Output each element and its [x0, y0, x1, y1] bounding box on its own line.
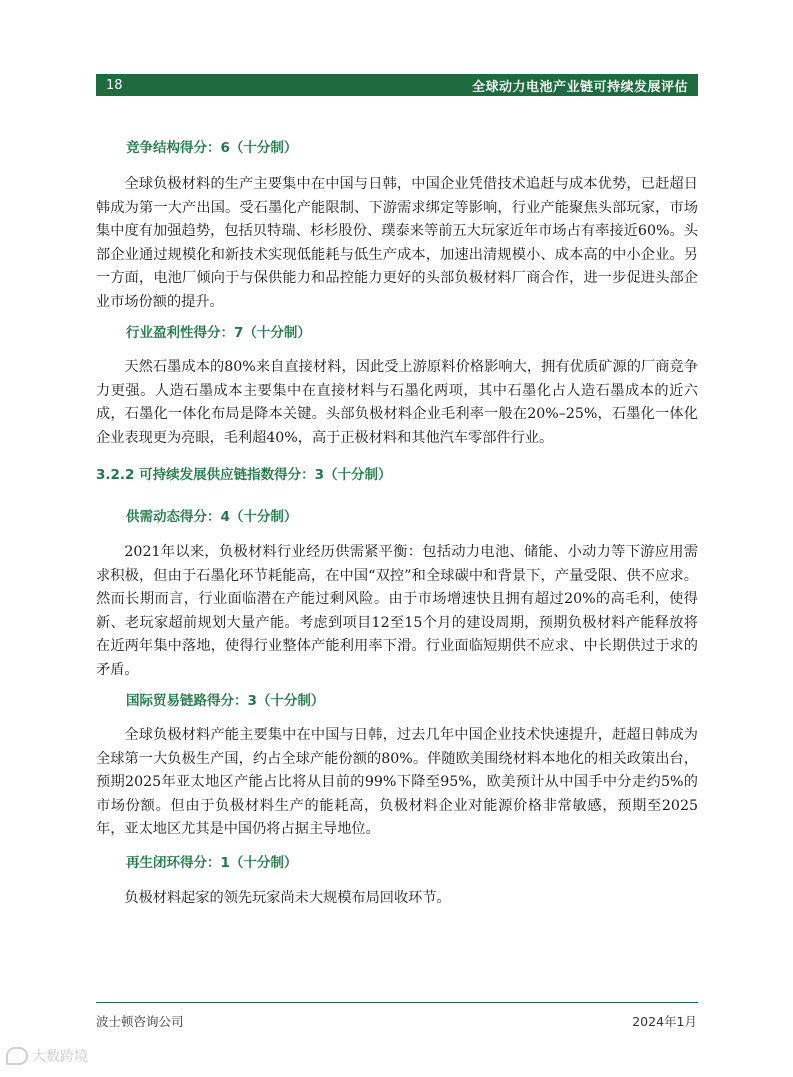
subsection-heading-supply-chain-index: 3.2.2 可持续发展供应链指数得分：3（十分制）	[96, 467, 392, 483]
paragraph-profitability: 天然石墨成本的80%来自直接材料，因此受上游原料价格影响大，拥有优质矿源的厂商竞争力更强。人造石墨成本主要集中在直接材料与石墨化两项，其中石墨化占人造石墨成本的近六成，石墨化一体化布局是降本关键。头部负极材料企业毛利率一般在20%–25%，石墨化一体化企业表现更为亮眼，毛利超40%，高于正极材料和其他汽车零部件行业。	[96, 359, 698, 446]
section-heading-recycling: 再生闭环得分：1（十分制）	[126, 855, 298, 871]
paragraph-competition: 全球负极材料的生产主要集中在中国与日韩，中国企业凭借技术追赶与成本优势，已赶超日韩成为第一大产出国。受石墨化产能限制、下游需求绑定等影响，行业产能聚焦头部玩家，市场集中度有加强趋势，包括贝特瑞、杉杉股份、璞泰来等前五大玩家近年市场占有率接近60%。头部企业通过规模化和新技术实现低能耗与低生产成本，加速出清规模小、成本高的中小企业。另一方面，电池厂倾向于与保供能力和品控能力更好的头部负极材料厂商合作，进一步促进头部企业市场份额的提升。	[96, 176, 698, 310]
section-heading-trade-routes: 国际贸易链路得分：3（十分制）	[126, 693, 325, 709]
paragraph-supply-demand: 2021年以来，负极材料行业经历供需紧平衡：包括动力电池、储能、小动力等下游应用需求积极，但由于石墨化环节耗能高，在中国“双控”和全球碳中和背景下，产量受限、供不应求。然而长期而言，行业面临潜在产能过剩风险。由于市场增速快且拥有超过20%的高毛利，使得新、老玩家超前规划大量产能。考虑到项目12至15个月的建设周期，预期负极材料产能释放将在近两年集中落地，使得行业整体产能利用率下滑。行业面临短期供不应求、中长期供过于求的矛盾。	[96, 544, 698, 678]
page-number: 18	[106, 77, 123, 93]
footer-publisher: 波士顿咨询公司	[96, 1014, 184, 1029]
watermark-text: 大数跨境	[32, 1049, 88, 1065]
footer-date: 2024年1月	[632, 1014, 697, 1029]
watermark	[6, 1046, 88, 1066]
paragraph-recycling: 负极材料起家的领先玩家尚未大规模布局回收环节。	[124, 890, 451, 906]
section-heading-profitability: 行业盈利性得分：7（十分制）	[126, 325, 311, 341]
running-header	[96, 74, 698, 96]
running-title: 全球动力电池产业链可持续发展评估	[471, 79, 688, 95]
watermark-logo-icon	[6, 1047, 28, 1065]
footer-divider	[96, 1002, 698, 1003]
section-heading-supply-demand: 供需动态得分：4（十分制）	[126, 509, 298, 525]
section-heading-competition: 竞争结构得分：6（十分制）	[126, 140, 298, 156]
paragraph-trade-routes: 全球负极材料产能主要集中在中国与日韩，过去几年中国企业技术快速提升，赶超日韩成为全球第一大负极生产国，约占全球产能份额的80%。伴随欧美围绕材料本地化的相关政策出台，预期2025年亚太地区产能占比将从目前的99%下降至95%，欧美预计从中国手中分走约5%的市场份额。但由于负极材料生产的能耗高，负极材料企业对能源价格非常敏感，预期至2025年，亚太地区尤其是中国仍将占据主导地位。	[96, 727, 698, 838]
